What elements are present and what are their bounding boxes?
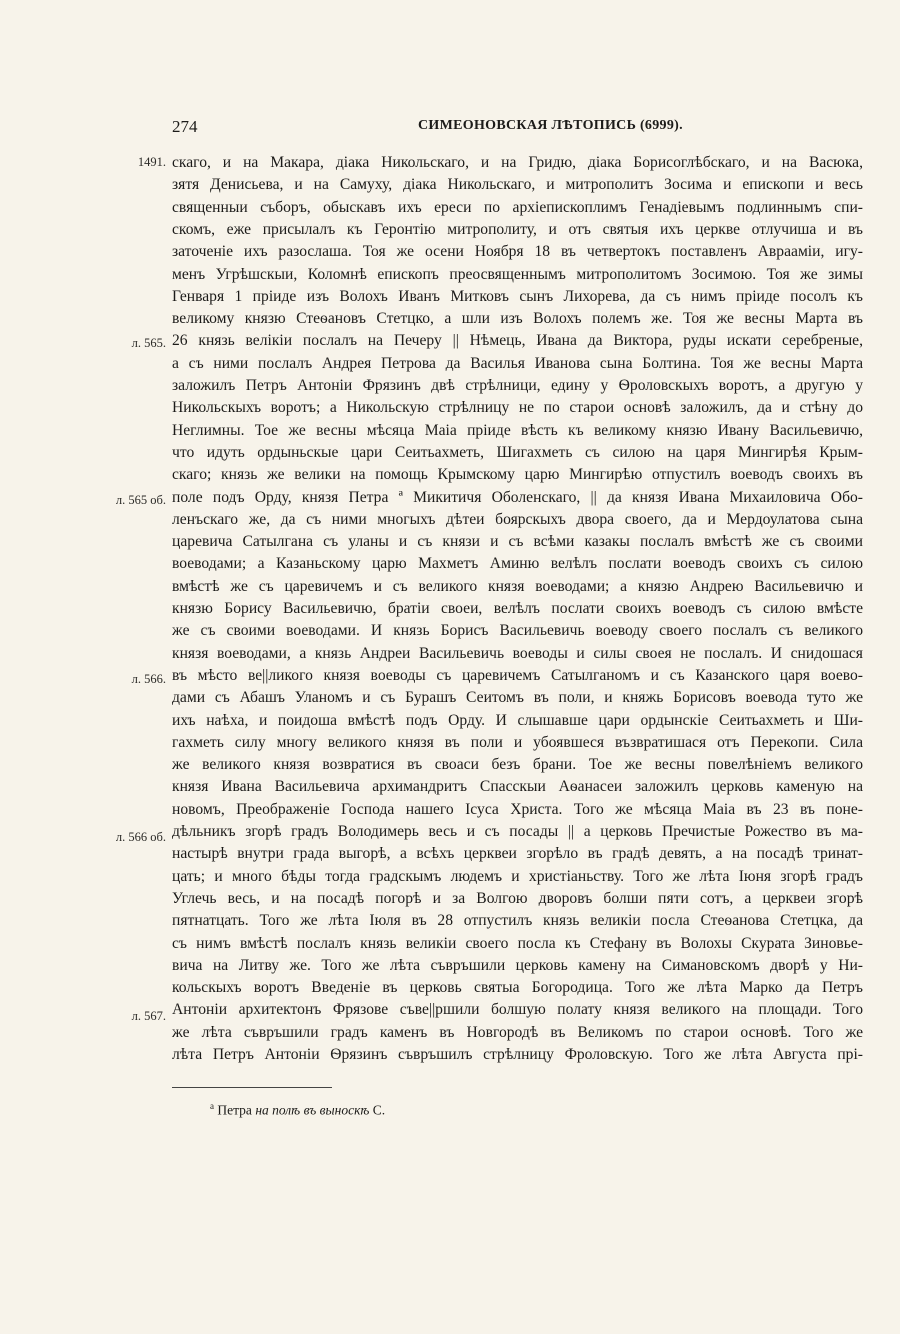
text-line: 26 князь велікіи послалъ на Печеру || Нѣмець, Ивана да Виктора, руды искати серебреные, — [172, 332, 863, 350]
margin-year: 1491. — [137, 155, 166, 169]
text-line: Генваря 1 пріиде изъ Волохъ Иванъ Митковъ сынъ Лихорева, да съ нимъ пріиде посолъ къ — [172, 287, 863, 305]
margin-folio: л. 567. — [131, 1009, 166, 1023]
text-line: царевича Сатылгана съ уланы и съ князи и съ всѣми казакы послалъ вмѣстѣ же съ своими — [172, 533, 863, 551]
footnote-source: С. — [372, 1102, 386, 1118]
text-line: Углечь весь, и на посадѣ погорѣ и за Волгою дворовъ болши пяти сотъ, а церквеи згорѣ — [172, 889, 863, 907]
text-line: князя Ивана Васильевича архимандритъ Спасскыи Аѳанасеи заложилъ церковь каменую на — [172, 778, 863, 796]
text-line: князю Борису Васильевичю, братіи своеи, велѣлъ послати своихъ воеводъ съ силою вмѣсте — [172, 600, 863, 617]
text-line: настырѣ внутри града выгорѣ, а всѣхъ церквеи згорѣло въ градѣ девять, а на посадѣ тринат- — [172, 845, 863, 863]
text-line: вмѣстѣ же съ царевичемъ и съ великого князя воеводами; а князю Андрею Васильевичю и — [172, 577, 863, 595]
text-line: дѣльникъ згорѣ градъ Володимерь весь и съ посады || а церковь Пречистые Рожество въ ма- — [172, 823, 863, 840]
page-number: 274 — [172, 117, 198, 136]
footnote-marker: а — [210, 1101, 214, 1111]
text-line: скаго, и на Макара, діака Никольскаго, и на Гридю, діака Борисоглѣбскаго, и на Васюка, — [172, 154, 863, 171]
text-line: новомъ, Преображеніе Господа нашего Ісуса Христа. Того же мѣсяца Маіа въ 23 въ поне- — [172, 800, 863, 818]
text-line: скомъ, еже присылалъ къ Геронтію митрополиту, и отъ святыя ихъ церкве отлучиша и въ — [172, 220, 863, 238]
text-line: ленъскаго же, да съ ними многыхъ дѣтеи боярскыхъ двора своего, да и Мердоулатова сына — [172, 510, 863, 528]
text-line: менъ Угрѣшскыи, Коломнѣ епископъ преосвященнымъ митрополитомъ Зосимою. Тоя же зимы — [172, 265, 863, 283]
text-line: кольскыхъ воротъ Введеніе въ церковь святыа Богородица. Того же лѣта Марко да Петръ — [172, 979, 863, 997]
margin-folio: л. 565. — [131, 336, 166, 350]
text-line: заложилъ Петръ Антоніи Фрязинъ двѣ стрѣлници, едину у Ѳроловскыхъ воротъ, а другую у — [172, 377, 863, 394]
text-line: великому князю Стеѳановъ Стетцко, а шли изъ Волохъ полемъ же. Тоя же весны Марта въ — [172, 310, 863, 328]
text-line: а съ ними послалъ Андрея Петрова да Василья Иванова сына Болтина. Тоя же весны Марта — [172, 354, 863, 372]
footnote-rule — [172, 1087, 332, 1088]
footnote-italic: на полѣ въ выноскѣ — [255, 1102, 370, 1118]
text-line: цать; и много бѣды тогда градскымъ людемъ и христіаньству. Того же лѣта Іюня згорѣ градъ — [172, 867, 863, 885]
text-line: вича на Литву же. Того же лѣта съвръшили церковь камену на Симановскомъ дворѣ у Ни- — [172, 956, 863, 974]
margin-folio: л. 565 об. — [115, 493, 166, 507]
text-line: Никольскыхъ воротъ; а Никольскую стрѣлницу не по старои основѣ заложилъ, да и стѣну до — [172, 399, 863, 417]
text-line: заточеніе ихъ разослаша. Тоя же осени Ноября 18 въ четвертокъ поставленъ Авраамiи, игу- — [172, 243, 863, 261]
text-line: что идуть ордыньскые цари Сеитьахметь, Шигахметь съ силою на царя Мингирѣя Крым- — [172, 443, 863, 461]
text-line: же великого князя возвратися въ своаси безъ брани. Тое же весны повелѣніемъ великого — [172, 756, 863, 774]
margin-folio: л. 566. — [131, 672, 166, 686]
text-line: съ нимъ вмѣстѣ послалъ князь великіи своего посла къ Стефану въ Волохы Скурата Зиновье- — [172, 934, 863, 952]
margin-folio: л. 566 об. — [115, 830, 166, 844]
footnote-word: Петра — [217, 1102, 252, 1118]
text-line: дами съ Абашъ Уланомъ и съ Бурашъ Сеитомъ въ поли, и княжь Борисовъ воевода туто же — [172, 689, 863, 707]
text-line: же лѣта съвръшили градъ каменъ въ Новгородѣ въ Великомъ по старои основѣ. Того же — [172, 1023, 863, 1041]
text-line: пятнатцать. Того же лѣта Іюля въ 28 отпустилъ князь великіи посла Стеѳанова Стетцка, да — [172, 912, 863, 930]
text-line: скаго; князь же велики на помощь Крымскому царю Мингирѣю отпустилъ воеводъ своихъ въ — [172, 466, 863, 484]
text-line: священныи съборъ, обыскавъ ихъ ереси по архіепископлимъ Генадіевымъ подлиннымъ спи- — [172, 198, 863, 216]
text-line: князя воеводами, а князь Андреи Васильевичь воеводы и силы своея не послалъ. И снидошася — [172, 644, 863, 662]
text-line: гахметь силу многу великого князя въ поли и убоявшеся възвратишася отъ Перекопи. Сила — [172, 733, 863, 751]
text-line: лѣта Петръ Антоніи Ѳрязинъ съвръшилъ стрѣлницу Фроловскую. Того же лѣта Августа прі- — [172, 1046, 863, 1063]
text-line: Неглимны. Тое же весны мѣсяца Маіа пріиде вѣсть къ великому князю Ивану Васильевичю, — [172, 421, 863, 439]
text-line: зятя Денисьева, и на Самуху, діака Никольскаго, и митрополитъ Зосима и епископи и весь — [172, 176, 863, 194]
text-line: же съ своими воеводами. И князь Борисъ Васильевичь воеводу своего послалъ съ великого — [172, 622, 863, 640]
text-line: Антоніи архитектонъ Фрязове съве||ршили болшую полату князя великого на площади. Того — [172, 1001, 863, 1019]
text-line: поле подъ Орду, князя Петра ª Микитичя Оболенскаго, || да князя Ивана Михаиловича Обо- — [172, 488, 863, 506]
text-line: ихъ наѣха, и поидоша вмѣстѣ подъ Орду. И слышавше цари ордынскіе Сеитьахметь и Ши- — [172, 711, 863, 729]
footnote — [210, 1101, 385, 1119]
text-line: воеводами; а Казаньскому царю Махметъ Аминю велѣлъ послати воеводъ своихъ съ силою — [172, 555, 863, 573]
text-line: въ мѣсто ве||ликого князя воеводы съ царевичемъ Сатылганомъ и съ Казанского царя воево- — [172, 666, 863, 684]
running-title: СИМЕОНОВСКАЯ ЛѢТОПИСЬ (6999). — [418, 118, 683, 133]
